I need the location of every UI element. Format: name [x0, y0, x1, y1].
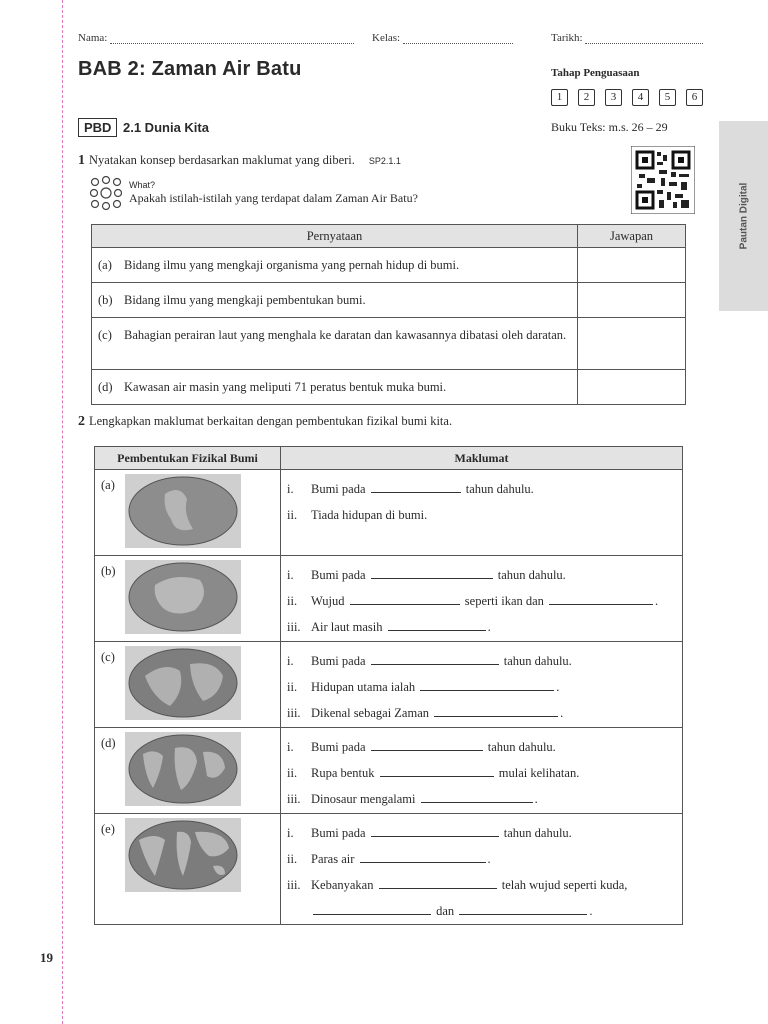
- row-label: (b): [98, 293, 113, 307]
- what-question: Apakah istilah-istilah yang terdapat dalam Zaman Air Batu?: [129, 191, 418, 205]
- item-number: iii.: [287, 706, 301, 720]
- item-text: Bumi pada: [311, 826, 366, 840]
- answer-blank[interactable]: [549, 591, 653, 605]
- qr-code-icon[interactable]: [631, 146, 695, 214]
- item-number: i.: [287, 482, 294, 496]
- question-text: Nyatakan konsep berdasarkan maklumat yang diberi.: [89, 153, 355, 167]
- level-box[interactable]: 6: [686, 89, 703, 106]
- item-text: Bumi pada: [311, 482, 366, 496]
- item-text: Bumi pada: [311, 740, 366, 754]
- pbd-badge: PBD: [78, 118, 117, 137]
- kelas-blank[interactable]: [403, 43, 513, 44]
- tarikh-blank[interactable]: [585, 43, 703, 44]
- item-text: tahun dahulu.: [465, 482, 534, 496]
- earth-map-image: [125, 646, 241, 720]
- table-row: [92, 318, 686, 370]
- item-text: tahun dahulu.: [497, 568, 566, 582]
- column-header-jawapan: Jawapan: [578, 225, 686, 248]
- answer-blank[interactable]: [371, 565, 493, 579]
- level-box[interactable]: 4: [632, 89, 649, 106]
- row-label: (d): [98, 380, 113, 394]
- answer-blank[interactable]: [371, 651, 499, 665]
- thinking-map-icon: [90, 176, 122, 210]
- table-row: [95, 642, 683, 728]
- answer-blank[interactable]: [379, 875, 497, 889]
- list-item: [287, 898, 678, 924]
- list-item: [287, 502, 678, 528]
- row-text: Bahagian perairan laut yang menghala ke daratan dan kawasannya dibatasi oleh daratan.: [124, 328, 567, 342]
- table-row: [95, 814, 683, 925]
- item-text: tahun dahulu.: [487, 740, 556, 754]
- item-text: .: [487, 852, 491, 866]
- tarikh-label: Tarikh:: [551, 32, 583, 44]
- item-number: i.: [287, 654, 294, 668]
- item-text: .: [487, 620, 491, 634]
- answer-blank[interactable]: [360, 849, 486, 863]
- level-box[interactable]: 2: [578, 89, 595, 106]
- item-text: mulai kelihatan.: [498, 766, 580, 780]
- row-text: Kawasan air masin yang meliputi 71 peratus bentuk muka bumi.: [124, 380, 447, 394]
- item-number: ii.: [287, 852, 298, 866]
- answer-blank[interactable]: [371, 479, 461, 493]
- answer-blank[interactable]: [421, 789, 533, 803]
- item-number: ii.: [287, 680, 298, 694]
- item-text: Hidupan utama ialah: [311, 680, 416, 694]
- answer-cell[interactable]: [578, 283, 686, 318]
- list-item: [287, 760, 678, 786]
- list-item: [287, 872, 678, 898]
- table-row: [95, 470, 683, 556]
- item-text: Rupa bentuk: [311, 766, 375, 780]
- earth-map-image: [125, 818, 241, 892]
- item-text: .: [655, 594, 659, 608]
- answer-blank[interactable]: [371, 823, 499, 837]
- page-number: 19: [40, 950, 53, 965]
- item-text: telah wujud seperti kuda,: [501, 878, 628, 892]
- item-text: tahun dahulu.: [503, 826, 572, 840]
- earth-map-image: [125, 474, 241, 548]
- item-text: Bumi pada: [311, 568, 366, 582]
- answer-cell[interactable]: [578, 370, 686, 405]
- item-text: Wujud: [311, 594, 345, 608]
- item-text: dan: [436, 904, 455, 918]
- item-text: .: [589, 904, 593, 918]
- kelas-field[interactable]: [372, 32, 513, 44]
- chapter-title: BAB 2: Zaman Air Batu: [78, 58, 302, 80]
- item-text: tahun dahulu.: [503, 654, 572, 668]
- answer-blank[interactable]: [380, 763, 494, 777]
- item-text: Air laut masih: [311, 620, 383, 634]
- item-text: Dinosaur mengalami: [311, 792, 416, 806]
- row-label: (a): [98, 258, 112, 272]
- level-box[interactable]: 3: [605, 89, 622, 106]
- answer-blank[interactable]: [350, 591, 460, 605]
- mastery-levels: [551, 89, 703, 106]
- tahap-label: Tahap Penguasaan: [551, 67, 640, 79]
- item-number: i.: [287, 568, 294, 582]
- statement-table: [91, 224, 686, 405]
- item-number: iii.: [287, 878, 301, 892]
- item-number: [287, 898, 311, 924]
- item-text: Paras air: [311, 852, 355, 866]
- textbook-reference: Buku Teks: m.s. 26 – 29: [551, 120, 668, 134]
- item-text: Dikenal sebagai Zaman: [311, 706, 430, 720]
- page-margin-line: [62, 0, 63, 1024]
- answer-blank[interactable]: [388, 617, 486, 631]
- column-header-maklumat: Maklumat: [281, 447, 683, 470]
- item-text: Tiada hidupan di bumi.: [311, 508, 428, 522]
- row-label: (c): [98, 328, 112, 342]
- table-row: [95, 728, 683, 814]
- nama-label: Nama:: [78, 32, 108, 44]
- question-number: 1: [78, 153, 85, 168]
- list-item: [287, 614, 678, 640]
- answer-blank[interactable]: [434, 703, 558, 717]
- answer-blank[interactable]: [313, 901, 431, 915]
- item-text: seperti ikan dan: [464, 594, 544, 608]
- answer-cell[interactable]: [578, 248, 686, 283]
- earth-formation-table: [94, 446, 683, 925]
- nama-blank[interactable]: [110, 43, 354, 44]
- list-item: [287, 700, 678, 726]
- row-text: Bidang ilmu yang mengkaji organisma yang pernah hidup di bumi.: [124, 258, 460, 272]
- answer-cell[interactable]: [578, 318, 686, 370]
- row-label: (e): [101, 822, 115, 836]
- answer-blank[interactable]: [371, 737, 483, 751]
- item-text: .: [560, 706, 564, 720]
- row-label: (b): [101, 564, 116, 578]
- item-text: .: [534, 792, 538, 806]
- item-number: ii.: [287, 766, 298, 780]
- earth-map-image: [125, 560, 241, 634]
- list-item: [287, 588, 678, 614]
- side-tab-label: Pautan Digital: [738, 182, 749, 250]
- list-item: [287, 734, 678, 760]
- row-label: (c): [101, 650, 115, 664]
- list-item: [287, 846, 678, 872]
- column-header-pembentukan: Pembentukan Fizikal Bumi: [95, 447, 281, 470]
- item-text: .: [556, 680, 560, 694]
- level-box[interactable]: 5: [659, 89, 676, 106]
- list-item: [287, 820, 678, 846]
- list-item: [287, 648, 678, 674]
- what-label: What?: [129, 180, 156, 190]
- item-number: ii.: [287, 508, 298, 522]
- table-row: [92, 283, 686, 318]
- table-row: [95, 556, 683, 642]
- item-number: ii.: [287, 594, 298, 608]
- row-label: (a): [101, 478, 115, 492]
- item-number: iii.: [287, 620, 301, 634]
- column-header-pernyataan: Pernyataan: [92, 225, 578, 248]
- question-text: Lengkapkan maklumat berkaitan dengan pembentukan fizikal bumi kita.: [89, 414, 453, 428]
- tarikh-field[interactable]: [551, 32, 703, 44]
- answer-blank[interactable]: [459, 901, 587, 915]
- row-label: (d): [101, 736, 116, 750]
- subsection-title: 2.1 Dunia Kita: [123, 120, 209, 135]
- item-number: iii.: [287, 792, 301, 806]
- item-text: Bumi pada: [311, 654, 366, 668]
- skill-code: SP2.1.1: [368, 156, 401, 166]
- item-number: i.: [287, 740, 294, 754]
- table-row: [92, 248, 686, 283]
- question-number: 2: [78, 414, 85, 429]
- row-text: Bidang ilmu yang mengkaji pembentukan bumi.: [124, 293, 366, 307]
- list-item: [287, 674, 678, 700]
- table-row: [92, 370, 686, 405]
- earth-map-image: [125, 732, 241, 806]
- question-1: [78, 153, 401, 169]
- list-item: [287, 562, 678, 588]
- list-item: [287, 786, 678, 812]
- level-box[interactable]: 1: [551, 89, 568, 106]
- kelas-label: Kelas:: [372, 32, 401, 44]
- item-number: i.: [287, 826, 294, 840]
- digital-link-tab[interactable]: [719, 121, 768, 311]
- list-item: [287, 476, 678, 502]
- question-2: [78, 414, 452, 430]
- answer-blank[interactable]: [420, 677, 554, 691]
- item-text: Kebanyakan: [311, 878, 374, 892]
- nama-field[interactable]: [78, 32, 354, 44]
